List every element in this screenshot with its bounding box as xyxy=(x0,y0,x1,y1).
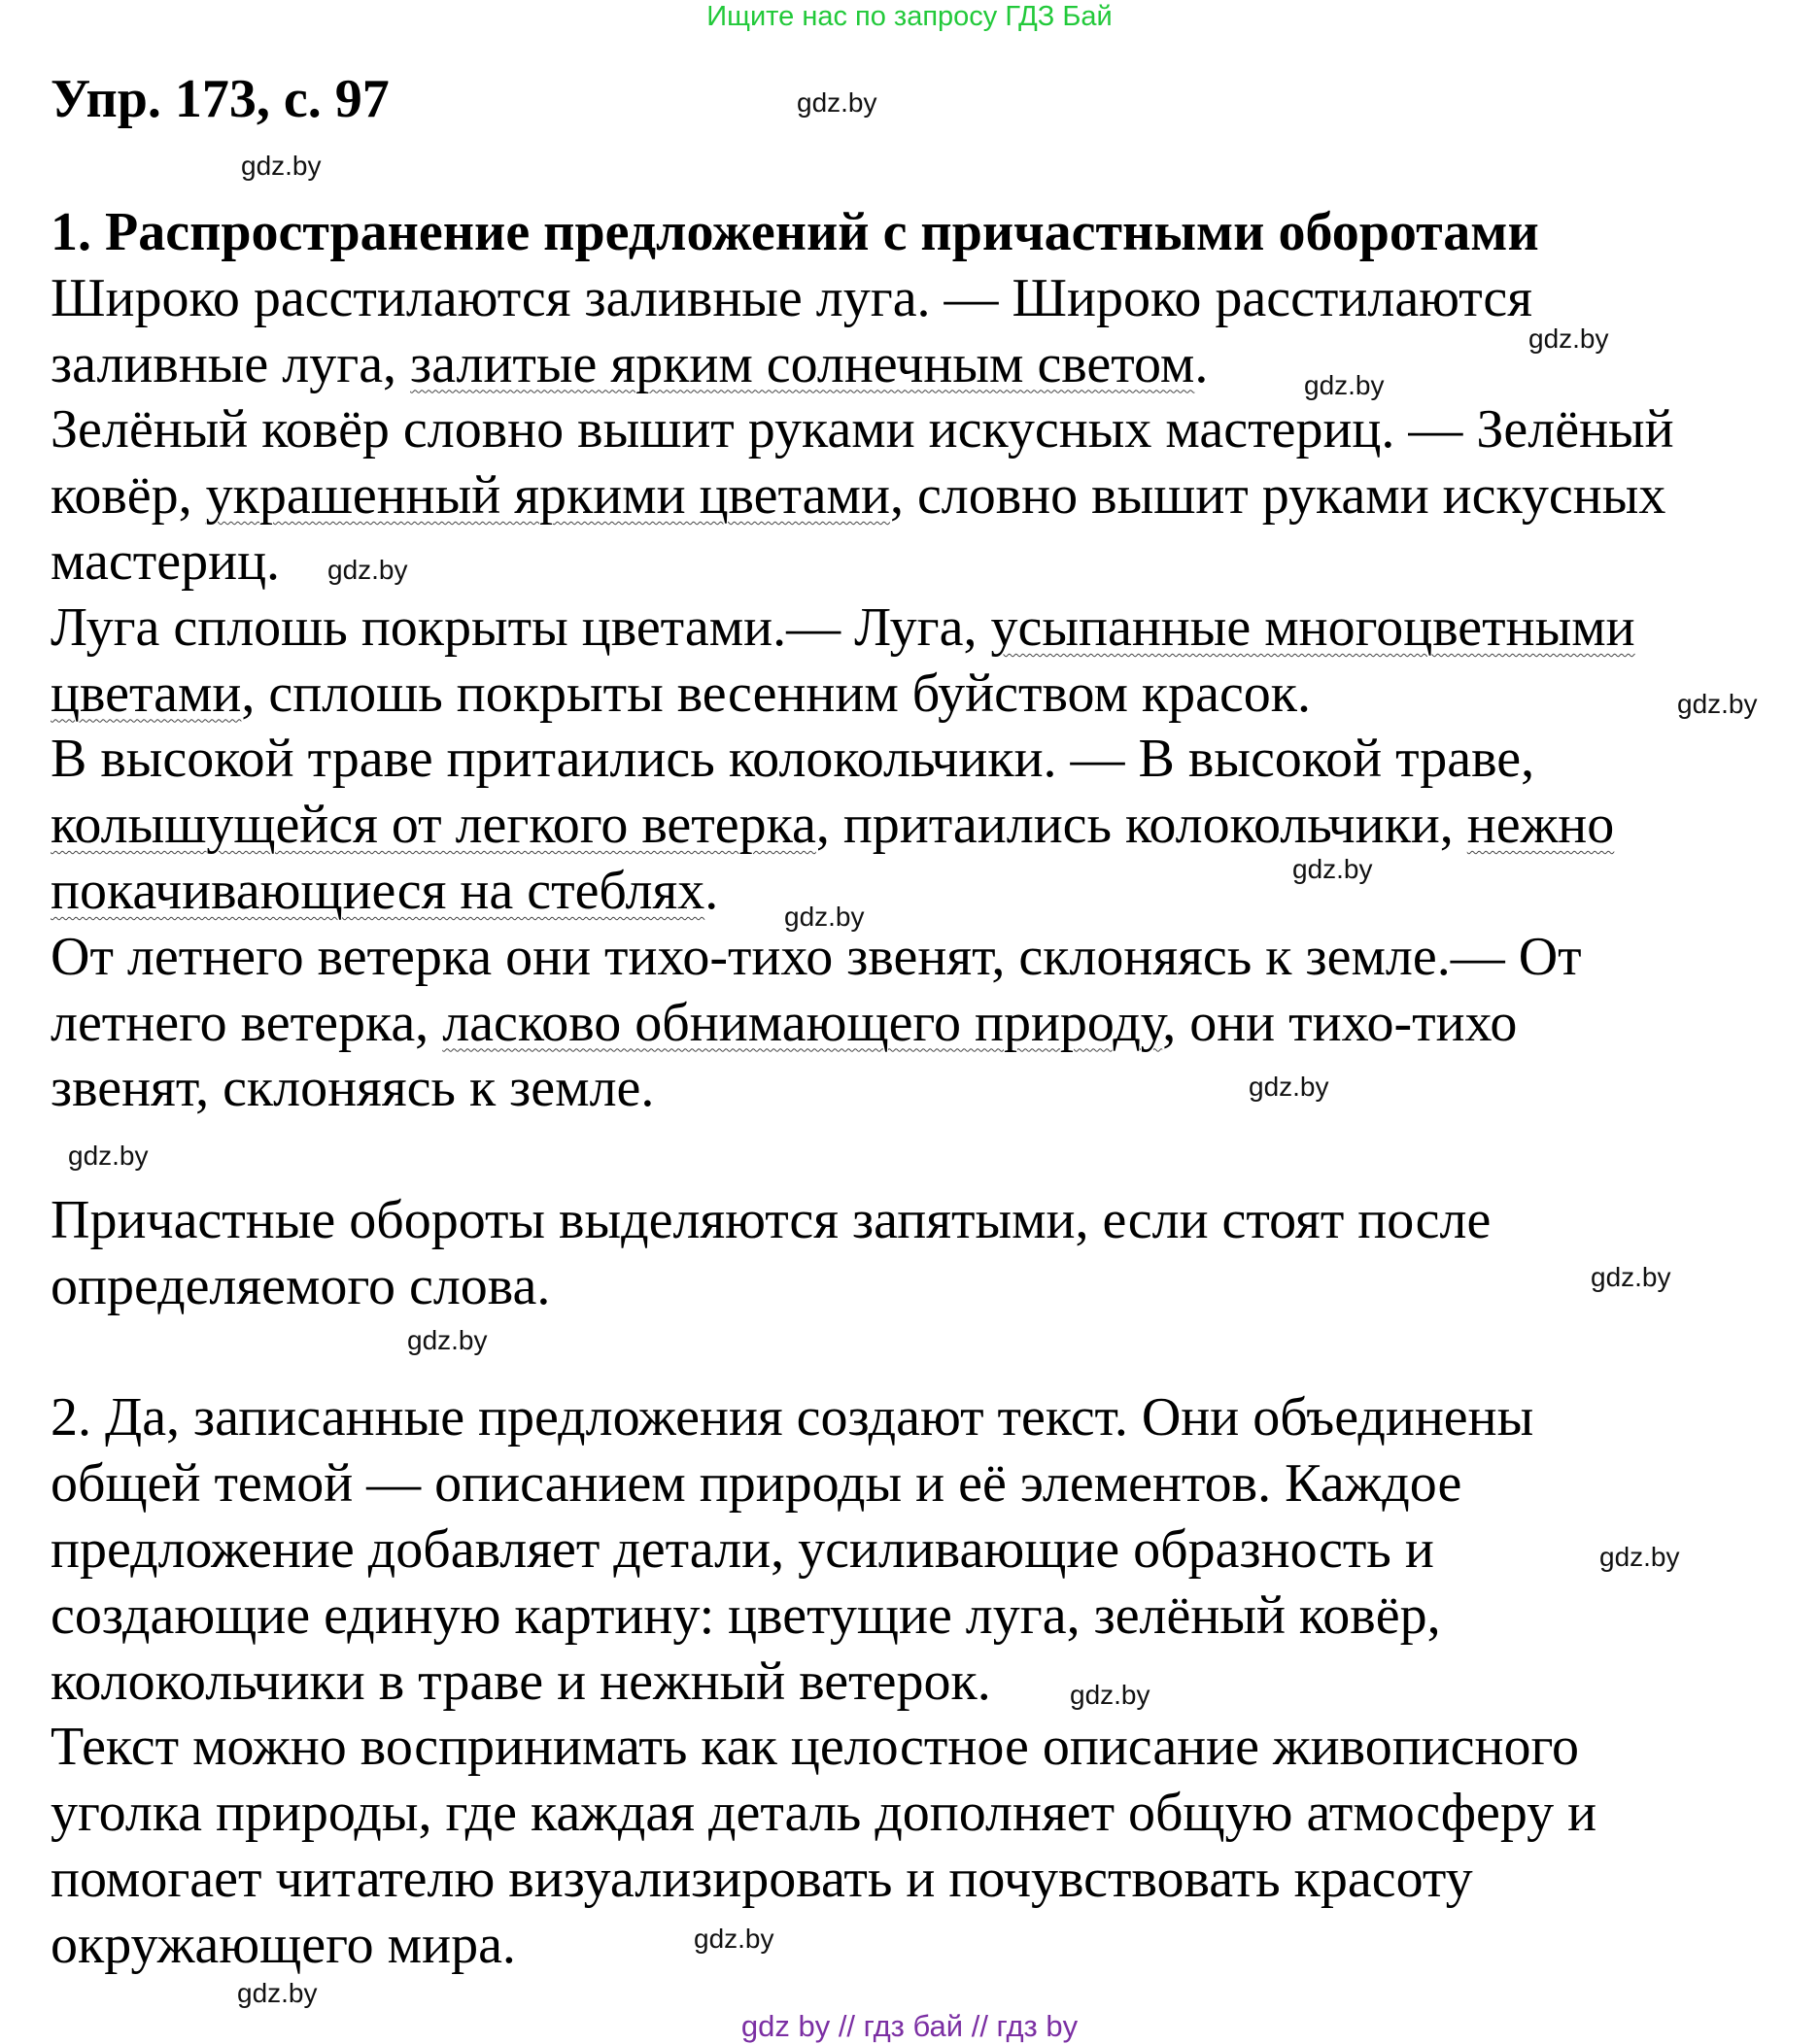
text-segment: Широко расстилаются заливные луга. — Широко расстилаются xyxy=(51,267,1533,328)
gdz-watermark: gdz.by xyxy=(797,87,877,118)
text-segment: . xyxy=(704,860,719,921)
gdz-watermark: gdz.by xyxy=(1528,324,1609,354)
text-segment: Луга сплошь покрыты цветами.— Луга, xyxy=(51,596,991,658)
gdz-watermark: gdz.by xyxy=(1591,1262,1671,1292)
participle-phrase: покачивающиеся на стеблях xyxy=(51,860,705,921)
gdz-watermark: gdz.by xyxy=(1304,370,1385,400)
text-segment: , притаились колокольчики, xyxy=(815,795,1467,856)
gdz-watermark: gdz.by xyxy=(784,902,865,932)
section-heading: 1. Распространение предложений с причастными оборотами xyxy=(51,202,1539,262)
text-line xyxy=(51,1254,1674,1320)
blank-line xyxy=(51,1320,1674,1386)
text-line xyxy=(51,1781,1674,1847)
text-segment: ковёр, xyxy=(51,465,206,527)
gdz-watermark: gdz.by xyxy=(1249,1072,1329,1102)
answer-text xyxy=(51,266,1674,1979)
gdz-watermark: gdz.by xyxy=(1292,854,1373,884)
text-segment: , они тихо-тихо xyxy=(1162,992,1518,1053)
text-segment: В высокой траве притаились колокольчики. — В высокой траве, xyxy=(51,729,1535,790)
text-segment: , словно вышит руками искусных xyxy=(889,465,1666,527)
text-line xyxy=(51,463,1674,529)
blank-line xyxy=(51,1122,1674,1188)
text-segment: летнего ветерка, xyxy=(51,992,443,1053)
document-body xyxy=(51,200,1674,1979)
text-line xyxy=(51,397,1674,463)
footer-watermark: gdz by // гдз бай // гдз by xyxy=(740,2009,1079,2043)
text-segment: мастериц. xyxy=(51,530,281,592)
text-line xyxy=(51,529,1674,596)
text-line xyxy=(51,727,1674,793)
text-line xyxy=(51,266,1674,332)
text-line xyxy=(51,1584,1674,1650)
text-segment: общей темой — описанием природы и её элементов. Каждое xyxy=(51,1453,1462,1515)
text-line xyxy=(51,1913,1674,1979)
text-line xyxy=(51,662,1674,728)
text-segment: 2. Да, записанные предложения создают текст. Они объединены xyxy=(51,1387,1534,1448)
text-line xyxy=(51,1451,1674,1517)
participle-phrase: нежно xyxy=(1466,795,1615,856)
text-segment: Причастные обороты выделяются запятыми, если стоят после xyxy=(51,1189,1492,1250)
text-line xyxy=(51,1385,1674,1451)
text-line xyxy=(51,925,1674,991)
text-segment: окружающего мира. xyxy=(51,1914,516,1975)
text-line xyxy=(51,1715,1674,1781)
text-line xyxy=(51,1847,1674,1913)
gdz-watermark: gdz.by xyxy=(1677,689,1758,719)
text-line xyxy=(51,1517,1674,1584)
participle-phrase: украшенный яркими цветами xyxy=(205,465,890,527)
text-segment: . xyxy=(1194,333,1209,394)
text-line xyxy=(51,332,1674,398)
participle-phrase: цветами xyxy=(51,663,242,724)
participle-phrase: залитые ярким солнечным светом xyxy=(410,333,1195,394)
gdz-watermark: gdz.by xyxy=(1599,1542,1680,1572)
text-line xyxy=(51,793,1674,859)
text-line xyxy=(51,1650,1674,1716)
participle-phrase: ласково обнимающего природу xyxy=(442,992,1163,1053)
text-line xyxy=(51,991,1674,1057)
gdz-watermark: gdz.by xyxy=(407,1325,488,1355)
search-banner: Ищите нас по запросу ГДЗ Бай xyxy=(706,1,1113,32)
exercise-title: Упр. 173, с. 97 xyxy=(51,69,390,129)
text-segment: Текст можно воспринимать как целостное описание живописного xyxy=(51,1717,1580,1778)
text-segment: создающие единую картину: цветущие луга, зелёный ковёр, xyxy=(51,1584,1441,1646)
text-segment: От летнего ветерка они тихо-тихо звенят, склоняясь к земле.— От xyxy=(51,926,1582,987)
text-segment: предложение добавляет детали, усиливающие образность и xyxy=(51,1518,1434,1580)
text-segment: определяемого слова. xyxy=(51,1255,551,1316)
gdz-watermark: gdz.by xyxy=(694,1924,774,1954)
text-segment: заливные луга, xyxy=(51,333,411,394)
text-segment: уголка природы, где каждая деталь дополняет общую атмосферу и xyxy=(51,1783,1597,1844)
text-segment: помогает читателю визуализировать и почувствовать красоту xyxy=(51,1848,1473,1909)
gdz-watermark: gdz.by xyxy=(237,1978,318,2008)
text-line xyxy=(51,596,1674,662)
text-segment: , сплошь покрыты весенним буйством красок. xyxy=(241,663,1311,724)
gdz-watermark: gdz.by xyxy=(68,1141,149,1171)
text-line xyxy=(51,1188,1674,1254)
text-segment: колокольчики в траве и нежный ветерок. xyxy=(51,1651,991,1712)
text-segment: звенят, склоняясь к земле. xyxy=(51,1058,655,1119)
gdz-watermark: gdz.by xyxy=(327,555,408,585)
participle-phrase: усыпанные многоцветными xyxy=(990,596,1635,658)
gdz-watermark: gdz.by xyxy=(241,151,322,181)
text-line xyxy=(51,1056,1674,1122)
gdz-watermark: gdz.by xyxy=(1070,1680,1150,1710)
text-segment: Зелёный ковёр словно вышит руками искусных мастериц. — Зелёный xyxy=(51,399,1674,460)
participle-phrase: колышущейся от легкого ветерка xyxy=(51,795,816,856)
